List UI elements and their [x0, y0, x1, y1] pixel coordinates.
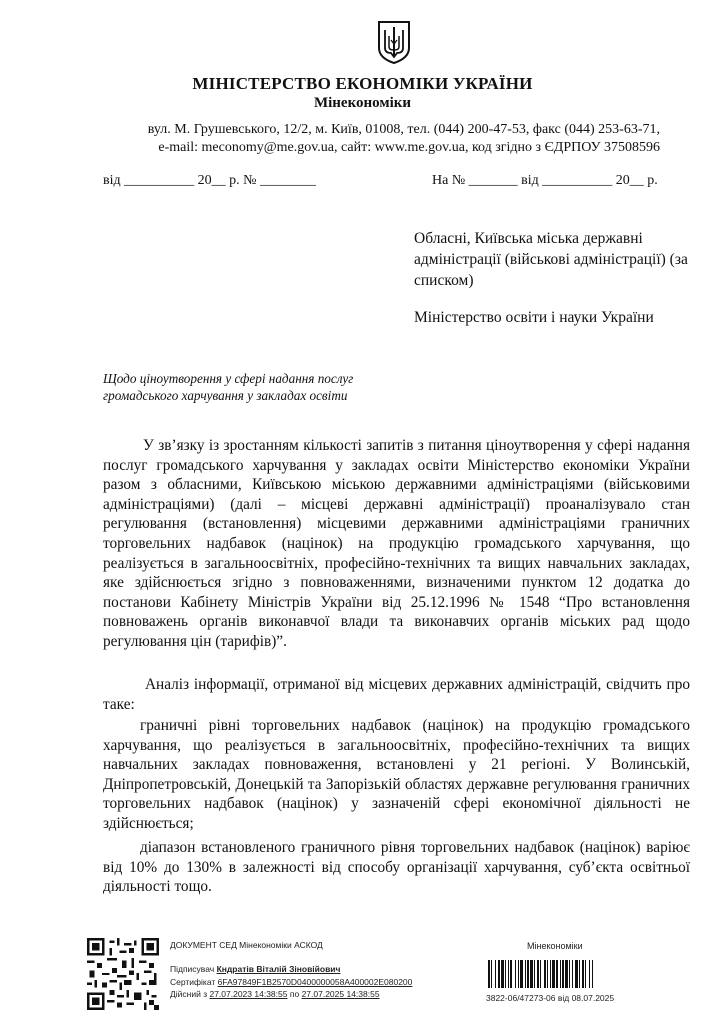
barcode-bar — [565, 960, 568, 988]
address-line: вул. М. Грушевського, 12/2, м. Київ, 01008, тел. (044) 200-47-53, факс (044) 253-63-71, — [147, 122, 660, 137]
barcode-bar — [592, 960, 593, 988]
barcode-bar — [537, 960, 539, 988]
body-paragraph-1 — [103, 436, 690, 652]
certificate-line — [170, 977, 412, 987]
barcode-bar — [525, 960, 526, 988]
incoming-registration: На № _______ від __________ 20__ р. — [432, 173, 658, 188]
certificate-label: Сертифікат — [170, 977, 216, 987]
barcode-bar — [585, 960, 586, 988]
paragraph-text: діапазон встановленого граничного рівня торговельних надбавок (націнок) варіює від 10% до 130% в залежності від способу організації харчування, суб’єкта освітньої діяльності тощо. — [103, 839, 690, 896]
barcode-bar — [575, 960, 578, 988]
barcode — [488, 960, 634, 988]
valid-from-label: Дійсний з — [170, 989, 208, 999]
valid-to-date: 27.07.2025 14:38:55 — [301, 989, 380, 999]
barcode-bar — [530, 960, 533, 988]
barcode-bar — [488, 960, 490, 988]
barcode-bar — [498, 960, 500, 988]
outgoing-registration: від __________ 20__ р. № ________ — [103, 173, 316, 188]
body-paragraph-2 — [103, 675, 690, 714]
valid-from-date: 27.07.2023 14:38:55 — [209, 989, 288, 999]
ministry-title: МІНІСТЕРСТВО ЕКОНОМІКИ УКРАЇНИ — [192, 74, 533, 93]
paragraph-text: граничні рівні торговельних надбавок (націнок) на продукцію громадського харчування, що реалізується в загальноосвітніх, професійно-технічних та вищих навчальних закладах повноваження, встановлені у 21 регіоні. У Волинській, Дніпропетровській, Донецькій та Запорізькій областях державне регулювання граничних торговельних надбавок (націнок) у зазначеній сфері економічної діяльності не здійснюється; — [103, 717, 690, 832]
barcode-bar — [569, 960, 570, 988]
barcode-bar — [508, 960, 509, 988]
barcode-bar — [495, 960, 496, 988]
barcode-bar — [540, 960, 541, 988]
barcode-bar — [515, 960, 516, 988]
barcode-bar — [579, 960, 580, 988]
email-line: e-mail: meconomy@me.gov.ua, сайт: www.me.gov.ua, код згідно з ЄДРПОУ 37508596 — [158, 140, 660, 155]
letter-subject: Щодо ціноутворення у сфері надання послуг громадського харчування у закладах освіти — [103, 371, 354, 403]
validity-line — [170, 989, 380, 999]
registration-number: 3822-06/47273-06 від 08.07.2025 — [486, 993, 615, 1003]
barcode-bar — [544, 960, 546, 988]
signer-label: Підписувач — [170, 964, 215, 974]
barcode-bar — [501, 960, 504, 988]
body-paragraph-4 — [103, 838, 690, 897]
barcode-bar — [534, 960, 535, 988]
barcode-bar — [505, 960, 506, 988]
document-system-label: ДОКУМЕНТ СЕД Мінекономіки АСКОД — [170, 940, 323, 950]
signer-name: Кндратів Віталій Зіновійович — [216, 964, 341, 974]
organization-label: Мінекономіки — [527, 941, 583, 951]
valid-to-label: по — [289, 989, 300, 999]
recipient-ministry-of-education: Міністерство освіти і науки України — [414, 309, 654, 326]
paragraph-text: У зв’язку із зростанням кількості запитів з питання ціноутворення у сфері надання послуг громадського харчування у закладах освіти Міністерство економіки України разом з обласними, Київською міською державними адміністраціями (військовими адміністраціями) (далі – місцеві державні адміністрації) проаналізувало стан регулювання (встановлення) місцевими державними адміністраціями граничних торговельних надбавок (націнок) на продукцію громадського харчування, що реалізується в загальноосвітніх, професійно-технічних та вищих навчальних закладах, яке здійснюється згідно з повноваженнями, визначеними пунктом 12 додатка до постанови Кабінету Міністрів України від 25.12.1996 № 1548 “Про встановлення повноважень органів виконавчої влади та виконавчих органів міських рад щодо регулювання цін (тарифів)”. — [103, 437, 690, 650]
recipient-regional-administrations: Обласні, Київська міська державні адміністрації (військові адміністрації) (за списком) — [414, 230, 688, 289]
barcode-bar — [518, 960, 519, 988]
contact-info — [60, 121, 660, 157]
barcode-bar — [556, 960, 558, 988]
barcode-bar — [560, 960, 561, 988]
barcode-bar — [520, 960, 523, 988]
barcode-bar — [572, 960, 573, 988]
barcode-bar — [491, 960, 492, 988]
qr-code — [87, 938, 159, 1010]
barcode-bar — [582, 960, 584, 988]
certificate-value: 6FA97849F1B2570D0400000058A400002E080200 — [217, 977, 413, 987]
barcode-bar — [589, 960, 590, 988]
paragraph-text: Аналіз інформації, отриманої від місцевих державних адміністрацій, свідчить про таке: — [103, 676, 690, 713]
barcode-bar — [552, 960, 555, 988]
ministry-short-name: Мінекономіки — [313, 95, 412, 111]
body-paragraph-3 — [103, 716, 690, 834]
signer-line — [170, 964, 340, 974]
barcode-bar — [550, 960, 551, 988]
barcode-bar — [547, 960, 548, 988]
barcode-bar — [527, 960, 529, 988]
barcode-bar — [510, 960, 512, 988]
barcode-bar — [562, 960, 564, 988]
coat-of-arms-emblem — [377, 20, 411, 64]
